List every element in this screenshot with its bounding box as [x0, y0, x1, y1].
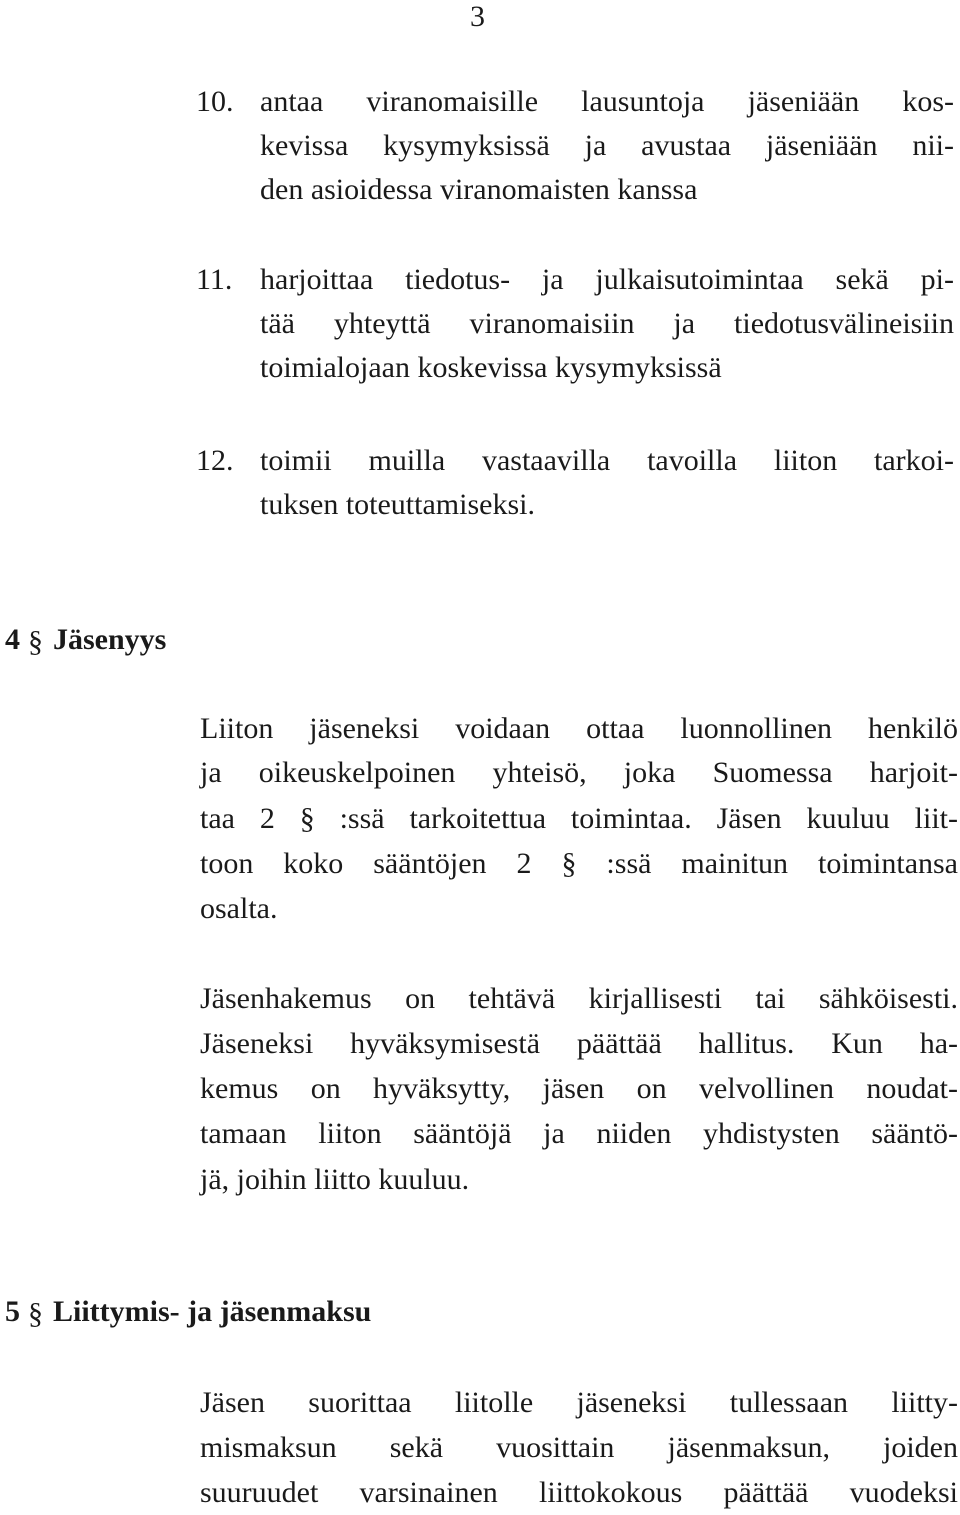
paragraph-line: tamaan liiton sääntöjä ja niiden yhdistysten sääntö-: [200, 1117, 958, 1150]
list-item-line: harjoittaa tiedotus- ja julkaisutoimintaa sekä pi-: [260, 263, 954, 296]
section-heading-5: [5, 1290, 371, 1334]
list-item-line: tuksen toteuttamiseksi.: [260, 488, 535, 521]
section-number: 5: [5, 1295, 20, 1328]
list-item-number: 12.: [196, 444, 234, 477]
section-sign-icon: §: [28, 625, 43, 658]
list-item-line: kevissa kysymyksissä ja avustaa jäseniään nii-: [260, 129, 954, 162]
list-item-11: [196, 258, 956, 388]
paragraph-line: suuruudet varsinainen liittokokous päättää vuodeksi: [200, 1476, 958, 1509]
list-item-line: toimii muilla vastaavilla tavoilla liiton tarkoi-: [260, 444, 954, 477]
paragraph-line: ja oikeuskelpoinen yhteisö, joka Suomessa harjoit-: [200, 756, 958, 789]
paragraph-line: osalta.: [200, 892, 278, 925]
paragraph-line: Jäsenhakemus on tehtävä kirjallisesti tai sähköisesti.: [200, 982, 958, 1015]
paragraph-line: jä, joihin liitto kuuluu.: [200, 1163, 470, 1196]
paragraph-line: mismaksun sekä vuosittain jäsenmaksun, joiden: [200, 1431, 958, 1464]
list-item-number: 11.: [196, 263, 233, 296]
paragraph-line: Jäsen suorittaa liitolle jäseneksi tullessaan liitty-: [200, 1386, 958, 1419]
section-title: Jäsenyys: [53, 623, 167, 656]
list-item-line: antaa viranomaisille lausuntoja jäseniään kos-: [260, 85, 954, 118]
paragraph-line: Liiton jäseneksi voidaan ottaa luonnollinen henkilö: [200, 712, 958, 745]
section-heading-4: [5, 618, 166, 662]
section-title: Liittymis- ja jäsenmaksu: [53, 1295, 372, 1328]
section-number: 4: [5, 623, 20, 656]
list-item-line: toimialojaan koskevissa kysymyksissä: [260, 351, 722, 384]
paragraph-line: toon koko sääntöjen 2 § :ssä mainitun toimintansa: [200, 847, 958, 880]
list-item-line: tää yhteyttä viranomaisiin ja tiedotusvälineisiin: [260, 307, 954, 340]
list-item-number: 10.: [196, 85, 234, 118]
list-item-line: den asioidessa viranomaisten kanssa: [260, 173, 698, 206]
section-sign-icon: §: [28, 1297, 43, 1330]
paragraph-line: Jäseneksi hyväksymisestä päättää hallitus. Kun ha-: [200, 1027, 958, 1060]
list-item-12: [196, 439, 956, 529]
paragraph-line: taa 2 § :ssä tarkoitettua toimintaa. Jäsen kuuluu liit-: [200, 802, 958, 835]
page-number: 3: [470, 0, 485, 33]
paragraph-line: kemus on hyväksytty, jäsen on velvollinen noudat-: [200, 1072, 958, 1105]
list-item-10: [196, 80, 956, 210]
